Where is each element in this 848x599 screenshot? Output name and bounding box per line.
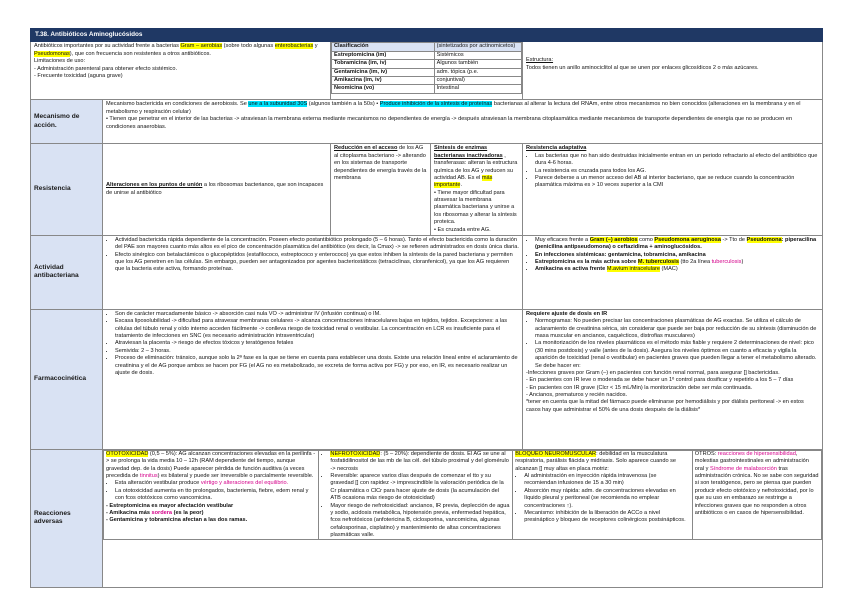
classification-header (332, 43, 435, 51)
text: AG alcanzan concentraciones elevadas en la perilinfa -> se prolonga la vida media 10 – 12h (RAM dependiente del tiempo, aunque gravedad dep. de la dosis) Puede aparecer pérdida de función auditiva (a veces precedida de (106, 450, 316, 480)
other-cell (692, 450, 821, 540)
list-item: • Normogramas: No pueden precisar las concentraciones plasmáticas de AG exactas. Se utiliza el cálculo de aclaramiento de creatinina sérica, sin considerar que puede ser baja por reducción de su síntesis (disminución de masa muscular en ancianos, caquécticos, distrofias musculares) (535, 318, 819, 340)
mechanism-text: bacterianas al alterar la lectura del RNAm, entre otros mecanismos no bien conocidos (alteraciones en la membrana y en el metabolismo y respiración celular) (106, 101, 801, 115)
classification-table (331, 42, 522, 93)
structure-cell (523, 42, 823, 100)
hypersensitivity-text: reacciones de hipersensibilidad (717, 450, 796, 457)
text: Estreptomicina es la más activa sobre (535, 259, 638, 266)
most-important-highlight: más importante (434, 174, 493, 189)
text: En infecciones sistémicas: gentamicina, tobramicina, amikacina (535, 251, 706, 258)
activity-right-list (526, 237, 819, 274)
list-item: • Mecanismo: inhibición de la liberación de ACCo a nivel presináptico y bloqueo de receptores colinérgicos postsinápticos. (524, 510, 690, 525)
drug-note (106, 510, 316, 517)
ototoxicity-highlight: OTOTOXICIDAD (106, 450, 149, 457)
pseudomona-highlight: Pseudomona (746, 236, 782, 243)
resistance-col3 (431, 144, 523, 236)
text: (es la peor) (172, 509, 204, 516)
list-item: • Las bacterias que no han sido destruidas inicialmente entran en un periodo refractario al efecto del antibiótico que dura 4-6 horas. (535, 153, 819, 168)
ototoxicity-cell (104, 450, 319, 540)
drug-note: conjuntival) (434, 76, 521, 84)
text: ) (741, 259, 744, 266)
list-item: • Parece deberse a un menor acceso del AB al interior bacteriano, que se reduce cuando la concentración plasmática máxima es > 10 veces superior a la CMI (535, 175, 819, 190)
drug-item: Amikacina (im, iv) (332, 76, 435, 84)
drug-item: Tobramicina (im, iv) (332, 60, 435, 68)
intro-cell (31, 42, 331, 100)
classification-label: Clasificación (334, 43, 369, 50)
summary-sheet (30, 28, 822, 568)
list-item: • La resistencia es cruzada para todos los AG. (535, 168, 819, 175)
pseudomonas-highlight: Pseudomonas (34, 50, 70, 57)
text: tras administración crónica. No se sabe con seguridad si son teratógenos, pero se piensa que pueden producir efecto ototóxico y nefrotoxicidad, por lo que su uso en embarazo se restringe a infecciones graves que no responden a otros antibióticos o en casos de hipersensibilidad. (694, 465, 819, 516)
mac-highlight: M.avium intracelulare (606, 266, 660, 273)
resistance-col4-title: Resistencia adaptativa (526, 145, 587, 152)
tuberculosis-text: tuberculosis (711, 259, 742, 266)
text: : piperacilina (penicilina antipseudomona) o ceftazidima + aminoglucósidos. (535, 236, 817, 251)
gram-aerobias-highlight: Gram – aerobias (180, 43, 223, 50)
list-item: • Mayor riesgo de nefrotoxicidad: ancianos, IR previa, deplección de agua y sodio, acidosis metabólica, hipotensión previa, enfermedad hepática, fcos nefrotóxicos (anfotericina B, ciclosporina, vancomicina, algunas cefalosporinas, cisplatino) y mantenimiento de altas concentraciones plasmáticas valle. (330, 503, 510, 540)
drug-note: - Estreptomicina es mayor afectación vestibular (106, 502, 234, 509)
main-table (30, 28, 823, 588)
mechanism-label: Mecanismo de acción. (31, 100, 103, 144)
resistance-col3-text: , transferasas: alteran la estructura química de los AG y reducen su actividad AB. Es el (434, 152, 518, 181)
ototoxicity-list (106, 480, 316, 502)
text: como (637, 236, 655, 243)
neuromuscular-cell (513, 450, 693, 540)
list-item (330, 451, 510, 473)
gram-neg-highlight: Gram (–) aerobios (589, 236, 638, 243)
intro-text: y (313, 43, 318, 50)
adverse-label: Reacciones adversas (31, 449, 103, 587)
resistance-col4-list (526, 153, 819, 190)
resistance-col2-title: Reducción en el acceso (334, 145, 398, 152)
text: OTROS: (694, 450, 718, 457)
nephrotoxicity-list (321, 451, 510, 540)
pk-right-line: -Infecciones graves por Gram (–) en pacientes con función renal normal, para asegurar [] bactericidas. (526, 369, 780, 376)
resistance-col2 (331, 144, 431, 236)
list-item (115, 480, 316, 487)
intro-p2: Limitaciones de uso: (34, 58, 85, 65)
intro-text: Antibióticos importantes por su actividad frente a bacterias (34, 43, 181, 50)
activity-left-list (106, 237, 519, 274)
list-item (535, 252, 819, 259)
list-item (535, 259, 819, 266)
resistance-col3-note: • Es cruzada entre AG. (434, 226, 491, 233)
resistance-label: Resistencia (31, 144, 103, 236)
pk-right-heading: Requiere ajuste de dosis en IR (526, 310, 608, 317)
drug-note: Algunos también (434, 60, 521, 68)
drug-note: adm. tópica (p.e. (434, 68, 521, 76)
drug-note: - Gentamicina y tobramicina afectan a las dos ramas. (106, 517, 248, 524)
list-item: • La monitorización de los niveles plasmáticos es el método más fiable y requiere 2 determinaciones de nivel: pico (30 mins postdosis) y valle (antes de la dosis). Asegura los niveles óptimos en cuanto a eficacia y vigila la aparición de toxicidad (renal o vestibular) en pacientes graves que pueden llegar a tener el metabolismo alterado. Se debe hacer en: (535, 340, 819, 370)
intro-p3: - Administración parenteral para obtener efecto sistémico. (34, 65, 178, 72)
text: : debilidad en la musculatura respiratoria, parálisis flácida y midriasis. Solo aparece cuando se alcanzan [] muy altas en placa motriz: (515, 450, 677, 472)
activity-label: Actividad antibacteriana (31, 235, 103, 309)
pk-left-list (106, 311, 519, 377)
resistance-col4 (523, 144, 823, 236)
pk-left (103, 309, 523, 449)
structure-text: Todos tienen un anillo aminociclitol al que se unen por enlaces glicosídicos 2 o más azúcares. (526, 64, 759, 71)
list-item (535, 266, 819, 273)
mechanism-text: (algunos también a la 50s) • (307, 101, 380, 108)
text: (tto 2a línea (678, 259, 712, 266)
intro-text: ), que con frecuencia son resistentes a otros antibióticos. (69, 50, 211, 57)
neuromuscular-highlight: BLOQUEO NEUROMUSCULAR (515, 450, 597, 457)
resistance-col1-text: a los ribosomas bacterianos, que son incapaces de unirse al antibiótico (106, 182, 324, 196)
list-item: • Reversible: aparece varios días después de comenzar el tto y su gravedad [] con rapidez -> imprescindible la valoración periódica de la Cr plasmática o ClCr para hacer ajuste de dosis (la acumulación del ATB ocasiona más riesgo de ototoxicidad) (330, 473, 510, 503)
text: Muy eficaces frente a (535, 236, 590, 243)
pk-right (523, 309, 823, 449)
text: (0,5 – 5%): (148, 450, 179, 457)
activity-left (103, 235, 523, 309)
resistance-col1-title: Alteraciones en los puntos de unión (106, 182, 203, 189)
resistance-col3-text: . (460, 182, 462, 189)
sordera-text: sordera (151, 509, 173, 516)
pseudomona-highlight: Pseudomona aeruginosa (654, 236, 721, 243)
mechanism-text: Mecanismo bactericida en condiciones de aerobiosis. Se (106, 101, 249, 108)
list-item: • Actividad bactericida rápida dependiente de la concentración. Poseen efecto postantibiótico prolongado (5 – 6 horas). Tanto el efecto bactericida como la duración del PAE son mayores cuanto más altos es el pico de concentración plasmática del antibiótico (es decir, la Cmax) -> se refieren administrados en dosis única diaria. (115, 237, 519, 252)
list-item: • Atraviesan la placenta -> riesgo de efectos tóxicos y teratógenos fetales (115, 340, 519, 347)
text: ) es bilateral y puede ser irreversible o parcialmente reversible. (157, 473, 314, 480)
enterobacterias-highlight: enterobacterias (274, 43, 314, 50)
list-item: • Al administración en inyección rápida intravenosa (se recomiendan infusiones de 15 a 30 min) (524, 473, 690, 488)
text: : (5 – 20%): dependiente de dosis. El AG se une al fosfatidilinositol de las mb de las cél. del túbulo proximal y del glomérulo -> necrosis (330, 450, 509, 472)
text: (MAC) (660, 266, 678, 273)
pk-right-list (526, 318, 819, 370)
classification-cell (331, 42, 523, 100)
pk-label: Farmacocinética (31, 309, 103, 449)
list-item: • Proceso de eliminación: tránsico, aunque solo la 2ª fase es la que se tiene en cuenta para establecer una dosis. Existe una relación lineal entre el aclaramiento de creatinina y el de AG porque ambos se hacen por FG (el AG no es metabolizado, se excreta de forma activa por FG) y por eso, en IR, es necesario realizar un ajuste de dosis. (115, 355, 519, 377)
adverse-inner-table (103, 450, 822, 541)
text: - Amikacina más (106, 509, 152, 516)
list-item: • Semivida: 2 – 3 horas. (115, 348, 519, 355)
pk-right-footnote: *tener en cuenta que la mitad del fármaco puede eliminarse por hemodiálisis y por diálisis peritoneal -> en estos casos hay que administrar el 50% de una dosis después de la diálisis* (526, 399, 804, 413)
intro-text: (sobre todo algunas (222, 43, 275, 50)
intro-p1 (34, 43, 327, 58)
drug-note: Intestinal (434, 85, 521, 93)
drug-item: Gentamicina (im, iv) (332, 68, 435, 76)
list-item: • La ototoxicidad aumenta en tto prolongados, bacteriemia, fiebre, edem renal y con fcos ototóxicos como vancomicina. (115, 488, 316, 503)
text: , molestias gastrointestinales en administración oral y (694, 450, 809, 472)
drug-note: Sistémicos (434, 51, 521, 59)
resistance-col3-title: Síntesis de enzimas bacterianas inactivadoras (434, 145, 503, 159)
drug-item: Estreptomicina (im) (332, 51, 435, 59)
pk-right-line: - En pacientes con IR leve o moderada se debe hacer un 1º control para dosificar y repetirlo a los 5 – 7 días (526, 377, 794, 384)
resistance-col1 (103, 144, 331, 236)
adverse-cell (103, 449, 823, 587)
mechanism-cell (103, 100, 823, 144)
structure-label: Estructura: (526, 57, 554, 64)
list-item: • Son de carácter marcadamente básico -> absorción casi nula VO -> administrar IV (infusión continua) o IM. (115, 311, 519, 318)
list-item: • Efecto sinérgico con betalactámicos o glucopéptidos (estafilococo, estreptococo y enterococo) ya que estos inhiben la síntesis de la pared bacteriana y permiten que los AG penetren en las células. Sin embargo, pueden ser antagonizados por agentes bacteriostáticos (tetraciclinas, cloranfenicol), ya que los AG requieren que la bacteria este activa, formando proteínas. (115, 252, 519, 274)
activity-right (523, 235, 823, 309)
vertigo-text: vértigo y alteraciones del equilibrio. (200, 480, 289, 487)
resistance-col2-text: de los AG al citoplasma bacteriano -> alterando en los sistemas de transporte dependientes de energía través de la membrana (334, 145, 427, 181)
subunit-30s-highlight: une a la subunidad 30S (248, 101, 308, 108)
mechanism-text-2: • Tienen que penetrar en el interior de las bacterias -> atraviesan la membrana externa mediante mecanismos no dependientes de energía -> después atraviesan la membrana citoplasmática mediante mecanismos de transporte dependientes de energía que no se producen en condiciones anaerobias. (106, 116, 793, 130)
pk-right-line: - Ancianos, prematuros y recién nacidos. (526, 392, 628, 399)
sheet-title: T.38. Antibióticos Aminoglucósidos (31, 29, 823, 42)
intro-p4: - Frecuente toxicidad (aguna grave) (34, 72, 123, 79)
neuromuscular-list (515, 473, 690, 525)
nephrotoxicity-highlight: NEFROTOXICIDAD (330, 450, 381, 457)
text: Amikacina es activa frente (535, 266, 607, 273)
text: -> Tto de (720, 236, 747, 243)
nephrotoxicity-cell (319, 450, 513, 540)
list-item (535, 237, 819, 252)
protein-synthesis-highlight: Produce inhibición de la síntesis de proteínas (379, 101, 493, 108)
tinnitus-text: tinnitus (139, 473, 158, 480)
resistance-col3-note: • Tiene mayor dificultad para atravesar la membrana plasmática bacteriana y unirse a los ribosomas y alterar la síntesis proteica. (434, 189, 517, 226)
classification-note: (sintetizados por actinomicetos) (434, 43, 521, 51)
text: Esta alteración vestibular produce (115, 480, 201, 487)
tb-highlight: M. tuberculosis (637, 259, 679, 266)
malabsorption-text: Síndrome de malabsorción (710, 465, 777, 472)
pk-right-line: - En pacientes con IR grave (Clcr < 15 mL/Min) la monitorización debe ser más continuada. (526, 384, 753, 391)
list-item: • Escasa liposolubilidad -> dificultad para atravesar membranas celulares -> alcanza concentraciones intracelulares bajas en tejidos, tejidos. Excepciones: a las células del túbulo renal y oído interno acceden fácilmente -> conlleva riesgo de toxicidad renal o vestibular. La concentración en LCR es insuficiente para el tratamiento de infecciones en SNC (es necesario administración intraventricular) (115, 318, 519, 340)
list-item: • Absorción muy rápida: adm. de concentraciones elevadas en líquido pleural y peritoneal (se recomienda no emplear concentraciones ↑). (524, 488, 690, 510)
drug-item: Neomicina (vo) (332, 85, 435, 93)
